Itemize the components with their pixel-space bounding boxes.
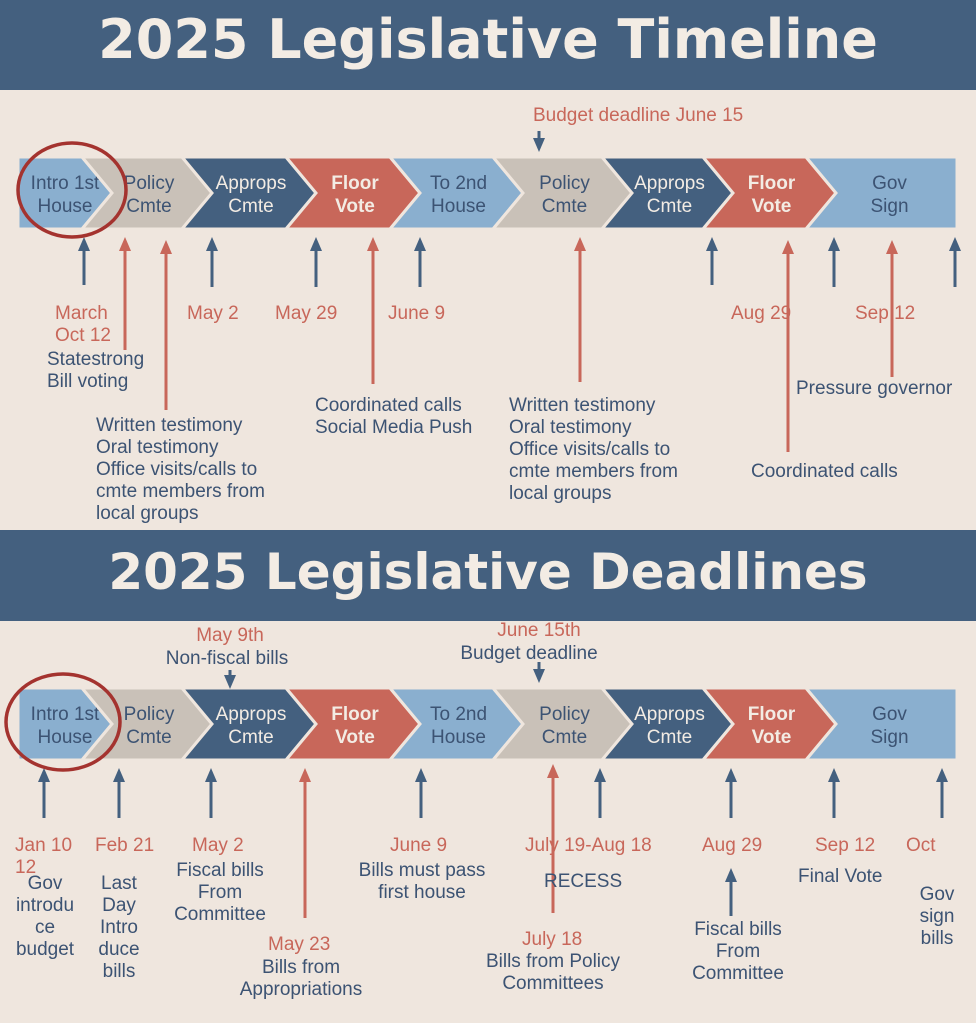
arrow-head [78, 237, 90, 251]
stage-label: Floor [747, 704, 796, 725]
arrow-head [533, 669, 545, 683]
timeline-date-aug-29: Aug 29 [731, 303, 792, 324]
arrow-head [310, 237, 322, 251]
timeline-date-march: March Oct 12 [55, 303, 111, 346]
stage-label: Policy [123, 704, 175, 725]
stage-label: Intro 1st [30, 173, 100, 194]
stage-label: House [431, 196, 486, 217]
arrow-head [725, 868, 737, 882]
stage-label: Cmte [541, 196, 588, 217]
deadline-date-july-19: July 19-Aug 18 [525, 835, 652, 856]
arrow-head [725, 768, 737, 782]
stage-label: Approps [215, 173, 287, 194]
deadline-date-may-23: May 23 [268, 934, 331, 955]
arrow-head [782, 240, 794, 254]
stage-label: Vote [751, 196, 792, 217]
deadline-desc-appropriations: Bills from Appropriations [239, 957, 363, 1000]
stage-label: Intro 1st [30, 704, 100, 725]
deadline-desc-must-pass: Bills must pass first house [358, 860, 486, 903]
stage-label: To 2nd [429, 704, 488, 725]
stage-label: Cmte [228, 727, 274, 748]
arrow-head [949, 237, 961, 251]
stage-label: Policy [539, 704, 590, 725]
stage-label: Approps [634, 173, 705, 194]
arrow-head [113, 768, 125, 782]
arrow-head [594, 768, 606, 782]
stage-label: Vote [751, 727, 792, 748]
stage-label: House [37, 196, 93, 217]
deadline-date-may-2: May 2 [192, 835, 244, 856]
deadline-note-june-15-date: June 15th [497, 620, 581, 641]
timeline-date-sep-12: Sep 12 [855, 303, 916, 324]
stage-label: Cmte [126, 196, 172, 217]
stage-label: Floor [331, 173, 379, 194]
timeline-date-may-2: May 2 [187, 303, 239, 324]
stage-label: Approps [634, 704, 705, 725]
arrow-head [886, 240, 898, 254]
timeline-stage-bar [18, 157, 957, 229]
deadline-desc-policy-committees: Bills from Policy Committees [485, 951, 621, 994]
stage-label: House [37, 727, 93, 748]
action-pressure-governor: Pressure governor [796, 378, 953, 399]
deadline-desc-gov-sign: Gov sign bills [919, 884, 955, 949]
deadline-date-july-18: July 18 [522, 929, 583, 950]
stage-label: Gov [872, 173, 907, 194]
deadline-date-feb-21: Feb 21 [95, 835, 155, 856]
arrow-head [367, 237, 379, 251]
deadline-desc-fiscal-1: Fiscal bills From Committee [174, 860, 266, 925]
deadline-date-oct: Oct [906, 835, 936, 856]
arrow-head [160, 240, 172, 254]
stage-label: Sign [870, 196, 909, 217]
stage-label: House [431, 727, 486, 748]
stage-label: Policy [539, 173, 590, 194]
budget-deadline-note: Budget deadline June 15 [533, 105, 744, 126]
deadline-date-june-9: June 9 [390, 835, 448, 856]
arrow-head [206, 237, 218, 251]
stage-label: Cmte [646, 727, 693, 748]
deadline-date-sep-12: Sep 12 [815, 835, 876, 856]
stage-label: Floor [747, 173, 796, 194]
arrow-head [414, 237, 426, 251]
stage-label: Policy [123, 173, 175, 194]
arrow-head [547, 764, 559, 778]
deadline-note-may-9-desc: Non-fiscal bills [165, 648, 289, 669]
action-coordinated-calls: Coordinated calls [751, 461, 898, 482]
deadline-note-june-15-desc: Budget deadline [460, 643, 598, 664]
arrow-head [936, 768, 948, 782]
deadline-desc-fiscal-2: Fiscal bills From Committee [692, 919, 784, 984]
deadline-desc-last-day: Last Day Intro duce bills [98, 873, 140, 982]
deadline-note-may-9-date: May 9th [196, 625, 264, 646]
arrow-head [828, 768, 840, 782]
stage-label: To 2nd [429, 173, 488, 194]
arrow-head [119, 237, 131, 251]
deadline-desc-gov-budget: Gov introdu ce budget [15, 873, 75, 960]
deadlines-title: 2025 Legislative Deadlines [108, 543, 868, 601]
stage-label: Cmte [646, 196, 693, 217]
action-coordinated-social: Coordinated calls Social Media Push [315, 395, 473, 438]
stage-label: Cmte [228, 196, 274, 217]
action-statestrong: Statestrong Bill voting [47, 349, 145, 392]
arrow-head [205, 768, 217, 782]
stage-label: Cmte [541, 727, 588, 748]
timeline-date-may-29: May 29 [275, 303, 338, 324]
arrow-head [533, 138, 545, 152]
arrow-head [574, 237, 586, 251]
timeline-date-june-9: June 9 [388, 303, 446, 324]
arrow-head [828, 237, 840, 251]
deadline-date-aug-29: Aug 29 [702, 835, 763, 856]
stage-label: Approps [215, 704, 287, 725]
arrow-head [706, 237, 718, 251]
stage-label: Floor [331, 704, 379, 725]
deadline-date-jan-10: Jan 10 12 [15, 835, 73, 878]
arrow-head [299, 768, 311, 782]
stage-label: Sign [870, 727, 909, 748]
stage-label: Vote [335, 727, 375, 748]
deadlines-stage-bar [18, 688, 957, 760]
stage-label: Gov [872, 704, 907, 725]
timeline-title: 2025 Legislative Timeline [98, 8, 878, 71]
action-testimony-1: Written testimony Oral testimony Office visits/calls to cmte members from local groups [96, 415, 265, 524]
stage-label: Cmte [126, 727, 172, 748]
stage-label: Vote [335, 196, 375, 217]
deadline-desc-final-vote: Final Vote [798, 866, 883, 887]
deadline-desc-recess: RECESS [544, 871, 623, 892]
action-testimony-2: Written testimony Oral testimony Office visits/calls to cmte members from local groups [509, 395, 678, 504]
arrow-head [415, 768, 427, 782]
